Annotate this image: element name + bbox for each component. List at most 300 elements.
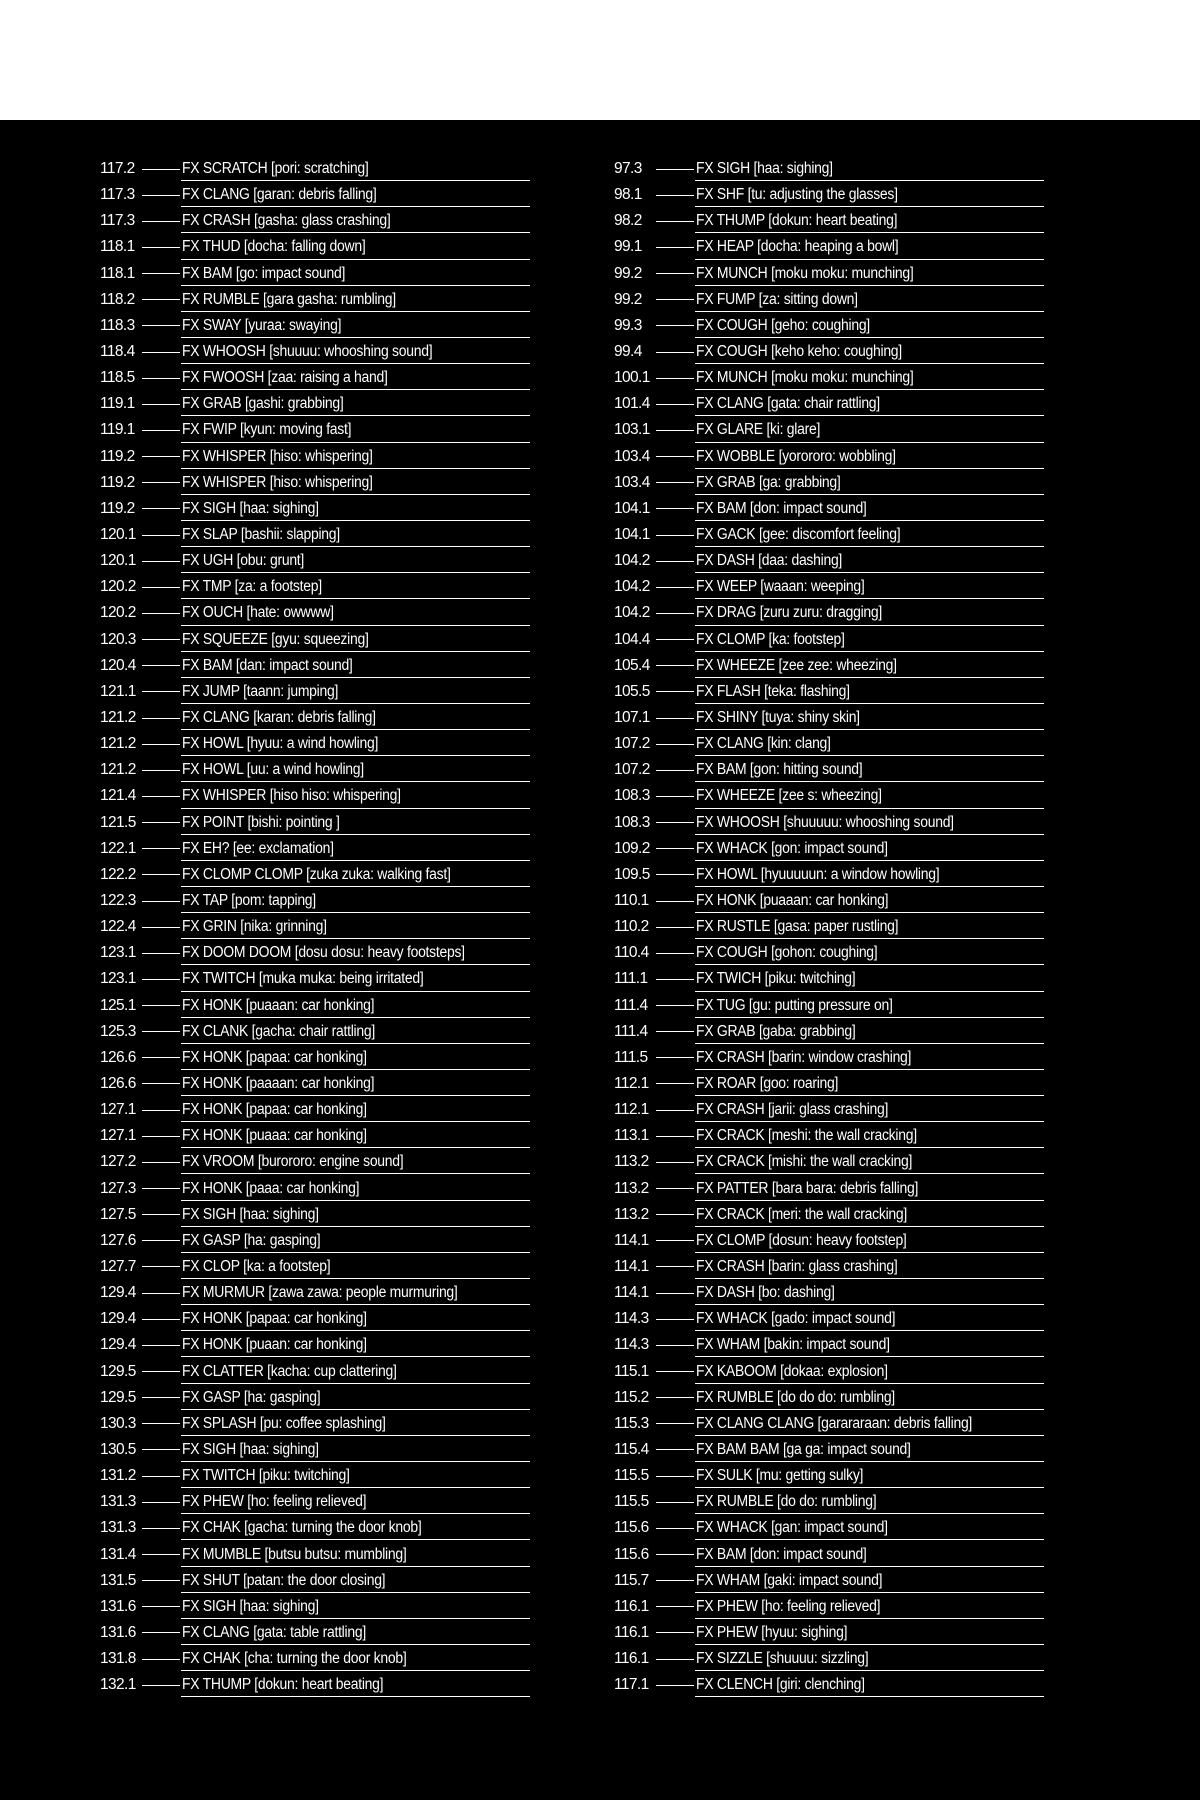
fx-entry [100, 653, 530, 679]
fx-translation: FX CRASH [barin: window crashing] [696, 1048, 912, 1066]
connector-line [656, 770, 694, 771]
entry-underline [695, 546, 1044, 547]
page-panel-ref: 100.1 [614, 369, 650, 387]
fx-entry [100, 1254, 530, 1280]
entry-underline [695, 886, 1044, 887]
fx-translation: FX DASH [bo: dashing] [696, 1284, 835, 1302]
connector-line [142, 665, 180, 666]
entry-underline [181, 860, 530, 861]
entry-underline [181, 1095, 530, 1096]
page-panel-ref: 123.1 [100, 944, 136, 962]
fx-translation: FX BAM [dan: impact sound] [182, 656, 353, 674]
connector-line [142, 247, 180, 248]
connector-line [142, 1319, 180, 1320]
fx-translation: FX TMP [za: a footstep] [182, 578, 322, 596]
page-panel-ref: 119.1 [100, 421, 135, 439]
fx-entry [100, 470, 530, 496]
entry-underline [695, 1147, 1044, 1148]
fx-translation: FX HONK [paaa: car honking] [182, 1179, 360, 1197]
connector-line [142, 482, 180, 483]
fx-entry [614, 1489, 1044, 1515]
page-panel-ref: 109.2 [614, 839, 650, 857]
fx-translation: FX TWICH [piku: twitching] [696, 970, 856, 988]
page-panel-ref: 120.1 [100, 526, 136, 544]
entry-underline [181, 285, 530, 286]
entry-underline [181, 311, 530, 312]
entry-underline [695, 1069, 1044, 1070]
fx-entry [614, 1437, 1044, 1463]
entry-underline [695, 1566, 1044, 1567]
fx-entry [614, 1149, 1044, 1175]
fx-translation: FX HOWL [hyuuuuun: a window howling] [696, 865, 940, 883]
fx-translation: FX CHAK [cha: turning the door knob] [182, 1650, 407, 1668]
entry-underline [181, 625, 530, 626]
page-panel-ref: 127.2 [100, 1153, 136, 1171]
page-panel-ref: 125.1 [100, 996, 136, 1014]
fx-translation: FX TWITCH [piku: twitching] [182, 1467, 350, 1485]
fx-translation: FX RUMBLE [do do: rumbling] [696, 1493, 877, 1511]
entry-underline [695, 1278, 1044, 1279]
page-panel-ref: 118.3 [100, 316, 135, 334]
entry-underline [695, 468, 1044, 469]
fx-entry [614, 993, 1044, 1019]
entry-underline [695, 259, 1044, 260]
fx-translation: FX SLAP [bashii: slapping] [182, 526, 340, 544]
entry-underline [181, 781, 530, 782]
entry-underline [695, 311, 1044, 312]
connector-line [656, 927, 694, 928]
fx-translation: FX CRASH [barin: glass crashing] [696, 1257, 898, 1275]
fx-entry [614, 1620, 1044, 1646]
page-panel-ref: 99.1 [614, 238, 642, 256]
connector-line [656, 404, 694, 405]
entry-underline [181, 1252, 530, 1253]
fx-translation: FX CLANG [karan: debris falling] [182, 709, 376, 727]
fx-entry [614, 862, 1044, 888]
connector-line [142, 1632, 180, 1633]
entry-underline [695, 598, 1044, 599]
entry-underline [695, 1383, 1044, 1384]
fx-entry [100, 810, 530, 836]
entry-underline [695, 1252, 1044, 1253]
fx-entry [100, 600, 530, 626]
entry-underline [181, 442, 530, 443]
fx-translation: FX DASH [daa: dashing] [696, 552, 843, 570]
connector-line [656, 1345, 694, 1346]
connector-line [656, 1240, 694, 1241]
fx-translation: FX HONK [papaa: car honking] [182, 1101, 367, 1119]
fx-entry [100, 731, 530, 757]
fx-translation: FX MURMUR [zawa zawa: people murmuring] [182, 1284, 458, 1302]
fx-entry [100, 757, 530, 783]
page-panel-ref: 127.5 [100, 1205, 136, 1223]
entry-underline [695, 415, 1044, 416]
entry-underline [695, 938, 1044, 939]
fx-entry [614, 1515, 1044, 1541]
connector-line [142, 1266, 180, 1267]
connector-line [656, 587, 694, 588]
entry-underline [181, 546, 530, 547]
entry-underline [695, 442, 1044, 443]
fx-translation: FX THUMP [dokun: heart beating] [182, 1676, 384, 1694]
connector-line [142, 613, 180, 614]
page-panel-ref: 103.4 [614, 447, 650, 465]
left-column [100, 156, 530, 1698]
fx-entry [614, 731, 1044, 757]
page-panel-ref: 125.3 [100, 1022, 136, 1040]
fx-translation: FX TWITCH [muka muka: being irritated] [182, 970, 424, 988]
fx-translation: FX FWIP [kyun: moving fast] [182, 421, 352, 439]
connector-line [142, 874, 180, 875]
fx-translation: FX CRACK [meshi: the wall cracking] [696, 1127, 917, 1145]
fx-entry [614, 1411, 1044, 1437]
connector-line [142, 927, 180, 928]
fx-translation: FX WHISPER [hiso: whispering] [182, 473, 373, 491]
entry-underline [181, 1670, 530, 1671]
connector-line [142, 169, 180, 170]
fx-translation: FX SIGH [haa: sighing] [182, 1597, 319, 1615]
fx-translation: FX MUNCH [moku moku: munching] [696, 369, 914, 387]
connector-line [656, 1083, 694, 1084]
page-panel-ref: 113.2 [614, 1179, 649, 1197]
fx-entry [614, 1019, 1044, 1045]
entry-underline [181, 1356, 530, 1357]
page-panel-ref: 115.5 [614, 1467, 649, 1485]
fx-translation: FX DRAG [zuru zuru: dragging] [696, 604, 883, 622]
entry-underline [181, 468, 530, 469]
page-panel-ref: 130.5 [100, 1440, 136, 1458]
connector-line [142, 273, 180, 274]
entry-underline [695, 729, 1044, 730]
connector-line [142, 1528, 180, 1529]
fx-entry [614, 1254, 1044, 1280]
fx-entry [614, 1175, 1044, 1201]
entry-underline [181, 1487, 530, 1488]
connector-line [142, 195, 180, 196]
connector-line [656, 1580, 694, 1581]
fx-entry [100, 1646, 530, 1672]
fx-entry [614, 888, 1044, 914]
connector-line [142, 1057, 180, 1058]
page-panel-ref: 130.3 [100, 1414, 136, 1432]
fx-translation: FX SIZZLE [shuuuu: sizzling] [696, 1650, 869, 1668]
connector-line [656, 822, 694, 823]
page-panel-ref: 129.4 [100, 1284, 136, 1302]
fx-translation: FX WHEEZE [zee zee: wheezing] [696, 656, 897, 674]
fx-translation: FX HEAP [docha: heaping a bowl] [696, 238, 899, 256]
entry-underline [181, 1200, 530, 1201]
entry-underline [181, 1696, 530, 1697]
page-panel-ref: 122.2 [100, 865, 136, 883]
connector-line [656, 299, 694, 300]
fx-entry [100, 1594, 530, 1620]
fx-translation: FX BAM [gon: hitting sound] [696, 761, 863, 779]
fx-entry [100, 993, 530, 1019]
entry-underline [181, 1278, 530, 1279]
fx-translation: FX HONK [papaa: car honking] [182, 1310, 367, 1328]
fx-entry [614, 1463, 1044, 1489]
page-panel-ref: 111.4 [614, 996, 648, 1014]
connector-line [142, 535, 180, 536]
entry-underline [695, 677, 1044, 678]
fx-entry [100, 1228, 530, 1254]
entry-underline [181, 1069, 530, 1070]
page-panel-ref: 98.2 [614, 212, 642, 230]
connector-line [656, 1057, 694, 1058]
page-panel-ref: 114.1 [614, 1257, 649, 1275]
connector-line [142, 1371, 180, 1372]
fx-translation: FX SIGH [haa: sighing] [182, 499, 319, 517]
fx-translation: FX CLANG CLANG [garararaan: debris falling] [696, 1414, 973, 1432]
page-panel-ref: 116.1 [614, 1597, 649, 1615]
page-panel-ref: 122.3 [100, 892, 136, 909]
entry-underline [181, 886, 530, 887]
page-panel-ref: 105.5 [614, 682, 650, 700]
entry-underline [181, 1618, 530, 1619]
fx-translation: FX COUGH [gohon: coughing] [696, 944, 878, 962]
fx-translation: FX SIGH [haa: sighing] [696, 160, 833, 178]
fx-entry [100, 234, 530, 260]
fx-entry [100, 679, 530, 705]
page-panel-ref: 113.2 [614, 1153, 649, 1171]
fx-glossary-page [0, 120, 1200, 1800]
fx-translation: FX JUMP [taann: jumping] [182, 682, 339, 700]
fx-translation: FX PHEW [ho: feeling relieved] [182, 1493, 367, 1511]
page-panel-ref: 111.1 [614, 970, 648, 988]
fx-entry [100, 1045, 530, 1071]
page-panel-ref: 115.2 [614, 1388, 649, 1406]
fx-entry [614, 1045, 1044, 1071]
fx-translation: FX CLENCH [giri: clenching] [696, 1676, 865, 1694]
page-panel-ref: 101.4 [614, 395, 650, 413]
entry-underline [695, 1121, 1044, 1122]
fx-entry [100, 417, 530, 443]
page-panel-ref: 120.2 [100, 604, 136, 622]
connector-line [142, 770, 180, 771]
page-panel-ref: 129.5 [100, 1388, 136, 1406]
page-panel-ref: 131.3 [100, 1519, 136, 1537]
connector-line [656, 1449, 694, 1450]
connector-line [142, 352, 180, 353]
entry-underline [181, 703, 530, 704]
connector-line [656, 535, 694, 536]
entry-underline [695, 1017, 1044, 1018]
connector-line [142, 1083, 180, 1084]
connector-line [142, 1136, 180, 1137]
page-panel-ref: 104.2 [614, 552, 650, 570]
fx-translation: FX GRAB [ga: grabbing] [696, 473, 841, 491]
fx-translation: FX FWOOSH [zaa: raising a hand] [182, 369, 388, 387]
fx-translation: FX SHUT [patan: the door closing] [182, 1571, 386, 1589]
connector-line [142, 221, 180, 222]
fx-translation: FX POINT [bishi: pointing ] [182, 813, 340, 831]
entry-underline [695, 1095, 1044, 1096]
fx-translation: FX WHACK [gon: impact sound] [696, 839, 888, 857]
page-panel-ref: 103.1 [614, 421, 650, 439]
connector-line [142, 404, 180, 405]
fx-entry [614, 1228, 1044, 1254]
page-panel-ref: 104.1 [614, 526, 650, 544]
connector-line [656, 1188, 694, 1189]
fx-translation: FX CLATTER [kacha: cup clattering] [182, 1362, 397, 1380]
fx-translation: FX HOWL [hyuu: a wind howling] [182, 735, 379, 753]
page-panel-ref: 115.1 [614, 1362, 649, 1380]
fx-entry [100, 1489, 530, 1515]
fx-translation: FX CLANK [gacha: chair rattling] [182, 1022, 375, 1040]
fx-entry [614, 470, 1044, 496]
fx-translation: FX BAM [don: impact sound] [696, 1545, 867, 1563]
fx-translation: FX WHACK [gado: impact sound] [696, 1310, 896, 1328]
entry-underline [695, 860, 1044, 861]
fx-entry [100, 783, 530, 809]
entry-underline [695, 572, 1044, 573]
connector-line [142, 1162, 180, 1163]
fx-entry [100, 1071, 530, 1097]
connector-line [656, 901, 694, 902]
fx-entry [100, 1437, 530, 1463]
fx-entry [100, 496, 530, 522]
fx-translation: FX EH? [ee: exclamation] [182, 839, 334, 857]
fx-translation: FX CRASH [jarii: glass crashing] [696, 1101, 889, 1119]
connector-line [656, 1502, 694, 1503]
entry-underline [695, 912, 1044, 913]
fx-translation: FX GASP [ha: gasping] [182, 1231, 321, 1249]
fx-entry [100, 339, 530, 365]
entry-underline [695, 1670, 1044, 1671]
page-panel-ref: 114.3 [614, 1336, 649, 1354]
entry-underline [695, 1173, 1044, 1174]
fx-entry [100, 1123, 530, 1149]
page-panel-ref: 116.1 [614, 1623, 649, 1641]
fx-translation: FX SCRATCH [pori: scratching] [182, 160, 369, 178]
entry-underline [181, 834, 530, 835]
fx-translation: FX HONK [puaaan: car honking] [696, 892, 889, 909]
fx-entry [100, 1019, 530, 1045]
fx-entry [614, 1071, 1044, 1097]
fx-translation: FX GACK [gee: discomfort feeling] [696, 526, 901, 544]
page-panel-ref: 115.6 [614, 1545, 649, 1563]
fx-entry [614, 940, 1044, 966]
connector-line [142, 587, 180, 588]
fx-translation: FX SPLASH [pu: coffee splashing] [182, 1414, 386, 1432]
connector-line [656, 561, 694, 562]
connector-line [142, 1502, 180, 1503]
entry-underline [695, 285, 1044, 286]
connector-line [656, 1371, 694, 1372]
fx-translation: FX ROAR [goo: roaring] [696, 1074, 839, 1092]
entry-underline [181, 991, 530, 992]
connector-line [656, 1162, 694, 1163]
fx-translation: FX CRACK [mishi: the wall cracking] [696, 1153, 913, 1171]
entry-underline [695, 363, 1044, 364]
page-panel-ref: 120.1 [100, 552, 136, 570]
entry-underline [181, 598, 530, 599]
fx-entry [614, 966, 1044, 992]
fx-entry [100, 627, 530, 653]
fx-translation: FX DOOM DOOM [dosu dosu: heavy footsteps] [182, 944, 465, 962]
page-panel-ref: 131.4 [100, 1545, 136, 1563]
page-panel-ref: 129.4 [100, 1336, 136, 1354]
entry-underline [181, 1592, 530, 1593]
page-panel-ref: 104.2 [614, 578, 650, 596]
page-panel-ref: 112.1 [614, 1101, 649, 1119]
entry-underline [695, 1513, 1044, 1514]
fx-entry [614, 783, 1044, 809]
entry-underline [181, 1461, 530, 1462]
page-panel-ref: 111.5 [614, 1048, 648, 1066]
fx-entry [100, 1332, 530, 1358]
fx-entry [100, 365, 530, 391]
connector-line [142, 953, 180, 954]
fx-translation: FX FLASH [teka: flashing] [696, 682, 850, 700]
entry-underline [181, 1147, 530, 1148]
page-panel-ref: 119.1 [100, 395, 135, 413]
page-panel-ref: 107.2 [614, 735, 650, 753]
fx-entry [614, 417, 1044, 443]
connector-line [656, 352, 694, 353]
page-panel-ref: 121.2 [100, 735, 136, 753]
entry-underline [181, 1644, 530, 1645]
fx-translation: FX HONK [papaa: car honking] [182, 1048, 367, 1066]
connector-line [656, 456, 694, 457]
entry-underline [181, 206, 530, 207]
page-panel-ref: 115.3 [614, 1414, 649, 1432]
entry-underline [695, 834, 1044, 835]
connector-line [656, 848, 694, 849]
page-panel-ref: 108.3 [614, 813, 650, 831]
page-panel-ref: 127.1 [100, 1101, 136, 1119]
connector-line [656, 1659, 694, 1660]
fx-entry [100, 1280, 530, 1306]
page-panel-ref: 114.1 [614, 1284, 649, 1302]
fx-translation: FX CRACK [meri: the wall cracking] [696, 1205, 907, 1223]
fx-entry [100, 1541, 530, 1567]
page-panel-ref: 121.1 [100, 682, 136, 700]
fx-translation: FX CRASH [gasha: glass crashing] [182, 212, 391, 230]
page-panel-ref: 97.3 [614, 160, 642, 178]
fx-entry [100, 261, 530, 287]
fx-entry [614, 1202, 1044, 1228]
entry-underline [695, 991, 1044, 992]
connector-line [656, 1397, 694, 1398]
page-panel-ref: 115.5 [614, 1493, 649, 1511]
entry-underline [695, 1592, 1044, 1593]
fx-translation: FX BAM [don: impact sound] [696, 499, 867, 517]
fx-entry [100, 1358, 530, 1384]
entry-underline [695, 1226, 1044, 1227]
top-margin [0, 0, 1200, 120]
entry-underline [695, 1487, 1044, 1488]
fx-translation: FX RUSTLE [gasa: paper rustling] [696, 918, 899, 936]
connector-line [656, 1293, 694, 1294]
fx-entry [100, 966, 530, 992]
page-panel-ref: 115.6 [614, 1519, 649, 1537]
connector-line [142, 1345, 180, 1346]
page-panel-ref: 120.3 [100, 630, 136, 648]
entry-underline [695, 337, 1044, 338]
page-panel-ref: 112.1 [614, 1074, 649, 1092]
entry-underline [181, 1043, 530, 1044]
page-panel-ref: 110.2 [614, 918, 649, 936]
fx-translation: FX WOBBLE [yorororo: wobbling] [696, 447, 896, 465]
page-panel-ref: 103.4 [614, 473, 650, 491]
fx-translation: FX GLARE [ki: glare] [696, 421, 821, 439]
connector-line [142, 1659, 180, 1660]
fx-entry [100, 208, 530, 234]
fx-entry [614, 156, 1044, 182]
page-panel-ref: 110.1 [614, 892, 649, 909]
fx-translation: FX BAM [go: impact sound] [182, 264, 346, 282]
